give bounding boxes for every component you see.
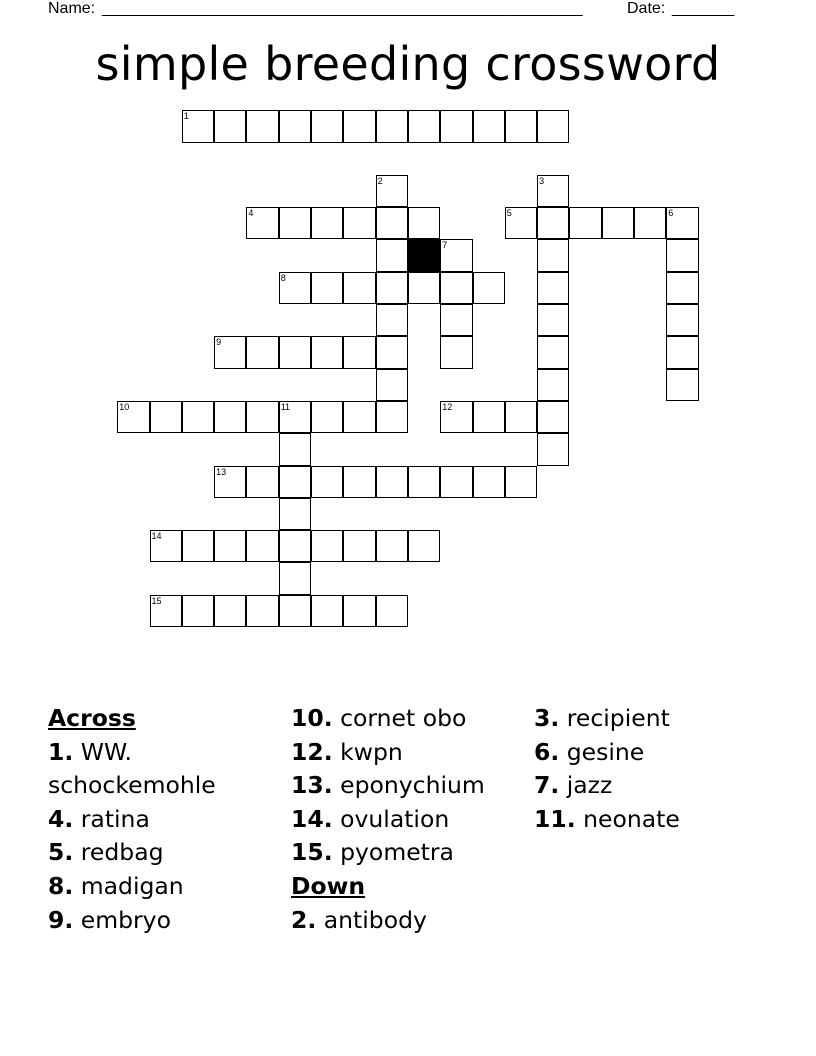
- grid-cell[interactable]: [311, 110, 343, 142]
- grid-cell[interactable]: [440, 336, 472, 368]
- cell-number: 11: [280, 401, 291, 412]
- clue-item: [534, 736, 766, 770]
- clue-item: [291, 769, 523, 803]
- clue-text: WW. schockemohle: [48, 737, 216, 800]
- grid-cell[interactable]: [473, 401, 505, 433]
- clue-text: redbag: [73, 838, 164, 867]
- grid-cell[interactable]: [279, 595, 311, 627]
- grid-cell[interactable]: [537, 304, 569, 336]
- grid-cell[interactable]: [376, 207, 408, 239]
- grid-cell[interactable]: [537, 110, 569, 142]
- clue-text: neonate: [575, 804, 680, 833]
- clue-item: [48, 803, 280, 837]
- grid-cell[interactable]: [440, 110, 472, 142]
- cell-number: 7: [442, 240, 448, 251]
- grid-cell[interactable]: [666, 239, 698, 271]
- clue-text: jazz: [559, 771, 613, 800]
- clue-number: 4.: [48, 804, 74, 833]
- clue-number: 7.: [534, 771, 560, 800]
- clue-text: pyometra: [332, 838, 454, 867]
- grid-cell[interactable]: [537, 239, 569, 271]
- grid-cell[interactable]: [537, 433, 569, 465]
- grid-cell[interactable]: [214, 401, 246, 433]
- grid-cell[interactable]: [666, 369, 698, 401]
- clue-number: 10.: [291, 704, 333, 732]
- grid-cell[interactable]: [150, 401, 182, 433]
- grid-cell[interactable]: [376, 272, 408, 304]
- clue-text: antibody: [316, 905, 427, 934]
- grid-cell[interactable]: [376, 466, 408, 498]
- grid-cell[interactable]: [343, 595, 375, 627]
- cell-number: 15: [151, 595, 162, 606]
- grid-cell[interactable]: [440, 304, 472, 336]
- grid-cell[interactable]: [537, 272, 569, 304]
- grid-cell[interactable]: [279, 207, 311, 239]
- grid-cell[interactable]: [311, 401, 343, 433]
- grid-cell[interactable]: [376, 336, 408, 368]
- clue-column-2: [291, 702, 523, 937]
- grid-cell[interactable]: [343, 336, 375, 368]
- grid-cell[interactable]: [408, 207, 440, 239]
- grid-cell[interactable]: [505, 401, 537, 433]
- grid-cell[interactable]: [505, 207, 537, 239]
- clue-item: [291, 836, 523, 870]
- grid-cell[interactable]: [311, 530, 343, 562]
- grid-cell[interactable]: [279, 562, 311, 594]
- date-line[interactable]: _______: [672, 0, 735, 17]
- clue-number: 15.: [291, 838, 333, 867]
- grid-cell[interactable]: [408, 530, 440, 562]
- clue-column-3: [534, 702, 766, 836]
- grid-cell[interactable]: [311, 207, 343, 239]
- grid-cell[interactable]: [666, 304, 698, 336]
- clue-item: [534, 769, 766, 803]
- clue-text: ovulation: [332, 804, 450, 833]
- grid-cell[interactable]: [343, 207, 375, 239]
- grid-cell[interactable]: [214, 110, 246, 142]
- grid-cell[interactable]: [246, 401, 278, 433]
- grid-cell[interactable]: [311, 595, 343, 627]
- clue-number: 6.: [534, 737, 560, 766]
- grid-cell[interactable]: [376, 530, 408, 562]
- clue-text: embryo: [73, 905, 171, 934]
- clue-text: ratina: [73, 804, 150, 833]
- grid-cell[interactable]: [214, 530, 246, 562]
- grid-cell[interactable]: [376, 401, 408, 433]
- clue-text: cornet obo: [332, 704, 467, 732]
- grid-cell[interactable]: [182, 110, 214, 142]
- grid-cell[interactable]: [602, 207, 634, 239]
- grid-cell[interactable]: [311, 272, 343, 304]
- cell-number: 3: [539, 175, 545, 186]
- grid-cell[interactable]: [343, 272, 375, 304]
- grid-cell[interactable]: [182, 530, 214, 562]
- clue-number: 8.: [48, 871, 74, 900]
- grid-cell[interactable]: [408, 466, 440, 498]
- grid-cell[interactable]: [473, 466, 505, 498]
- cell-number: 12: [442, 401, 453, 412]
- clue-item: [291, 702, 523, 736]
- grid-cell[interactable]: [150, 530, 182, 562]
- clue-number: 5.: [48, 838, 74, 867]
- clue-column-1: [48, 702, 280, 937]
- grid-cell[interactable]: [182, 595, 214, 627]
- grid-cell[interactable]: [376, 175, 408, 207]
- clue-item: [48, 736, 280, 803]
- grid-cell[interactable]: [214, 595, 246, 627]
- name-label: Name:: [48, 0, 96, 17]
- grid-cell[interactable]: [473, 272, 505, 304]
- grid-cell[interactable]: [214, 336, 246, 368]
- grid-cell[interactable]: [343, 530, 375, 562]
- grid-cell[interactable]: [311, 336, 343, 368]
- cell-number: 1: [183, 111, 189, 122]
- date-label: Date:: [627, 0, 666, 17]
- grid-cell[interactable]: [408, 272, 440, 304]
- grid-cell[interactable]: [246, 336, 278, 368]
- clue-number: 14.: [291, 804, 333, 833]
- grid-black-cell: [408, 239, 440, 271]
- clue-text: eponychium: [332, 771, 485, 800]
- grid-cell[interactable]: [505, 110, 537, 142]
- grid-cell[interactable]: [537, 369, 569, 401]
- clue-item: [534, 702, 766, 736]
- grid-cell[interactable]: [279, 433, 311, 465]
- grid-cell[interactable]: [666, 272, 698, 304]
- cell-number: 10: [119, 401, 130, 412]
- grid-cell[interactable]: [279, 466, 311, 498]
- grid-cell[interactable]: [246, 207, 278, 239]
- clue-number: 9.: [48, 905, 74, 934]
- clue-item: [48, 870, 280, 904]
- page-title: simple breeding crossword: [95, 37, 721, 91]
- grid-cell[interactable]: [279, 401, 311, 433]
- grid-cell[interactable]: [279, 336, 311, 368]
- grid-cell[interactable]: [117, 401, 149, 433]
- grid-cell[interactable]: [408, 110, 440, 142]
- grid-cell[interactable]: [279, 272, 311, 304]
- down-heading: Down: [291, 871, 366, 900]
- grid-cell[interactable]: [440, 401, 472, 433]
- grid-cell[interactable]: [376, 239, 408, 271]
- grid-cell[interactable]: [440, 466, 472, 498]
- cell-number: 4: [248, 208, 254, 219]
- clue-text: kwpn: [332, 737, 403, 766]
- clue-text: gesine: [559, 737, 645, 766]
- clue-item: [48, 836, 280, 870]
- grid-cell[interactable]: [343, 401, 375, 433]
- grid-cell[interactable]: [537, 336, 569, 368]
- grid-cell[interactable]: [569, 207, 601, 239]
- grid-cell[interactable]: [343, 110, 375, 142]
- grid-cell[interactable]: [311, 466, 343, 498]
- clue-text: madigan: [73, 871, 184, 900]
- grid-cell[interactable]: [150, 595, 182, 627]
- grid-cell[interactable]: [440, 239, 472, 271]
- grid-cell[interactable]: [473, 110, 505, 142]
- grid-cell[interactable]: [666, 336, 698, 368]
- cell-number: 13: [216, 466, 227, 477]
- grid-cell[interactable]: [182, 401, 214, 433]
- grid-cell[interactable]: [537, 401, 569, 433]
- grid-cell[interactable]: [376, 304, 408, 336]
- across-heading: Across: [48, 704, 136, 732]
- cell-number: 9: [216, 337, 222, 348]
- grid-cell[interactable]: [376, 595, 408, 627]
- clue-item: [291, 736, 523, 770]
- grid-cell[interactable]: [537, 207, 569, 239]
- grid-cell[interactable]: [343, 466, 375, 498]
- grid-cell[interactable]: [214, 466, 246, 498]
- cell-number: 2: [377, 175, 383, 186]
- grid-cell[interactable]: [246, 595, 278, 627]
- grid-cell[interactable]: [246, 530, 278, 562]
- clue-item: [291, 803, 523, 837]
- grid-cell[interactable]: [246, 110, 278, 142]
- clue-item: [291, 904, 523, 938]
- cell-number: 8: [280, 272, 286, 283]
- clue-number: 13.: [291, 771, 333, 800]
- clue-number: 1.: [48, 737, 74, 766]
- clue-number: 3.: [534, 704, 560, 732]
- cell-number: 5: [506, 208, 512, 219]
- grid-cell[interactable]: [279, 498, 311, 530]
- grid-cell[interactable]: [537, 175, 569, 207]
- clue-number: 2.: [291, 905, 317, 934]
- grid-cell[interactable]: [376, 110, 408, 142]
- grid-cell[interactable]: [376, 369, 408, 401]
- grid-cell[interactable]: [666, 207, 698, 239]
- clue-item: [534, 803, 766, 837]
- clue-number: 12.: [291, 737, 333, 766]
- grid-cell[interactable]: [440, 272, 472, 304]
- clue-number: 11.: [534, 804, 576, 833]
- grid-cell[interactable]: [634, 207, 666, 239]
- cell-number: 14: [151, 531, 162, 542]
- cell-number: 6: [668, 208, 674, 219]
- name-line[interactable]: ______________________________________________________: [102, 0, 583, 17]
- clue-item: [48, 904, 280, 938]
- grid-cell[interactable]: [279, 530, 311, 562]
- grid-cell[interactable]: [246, 466, 278, 498]
- grid-cell[interactable]: [279, 110, 311, 142]
- clue-text: recipient: [559, 704, 670, 732]
- grid-cell[interactable]: [505, 466, 537, 498]
